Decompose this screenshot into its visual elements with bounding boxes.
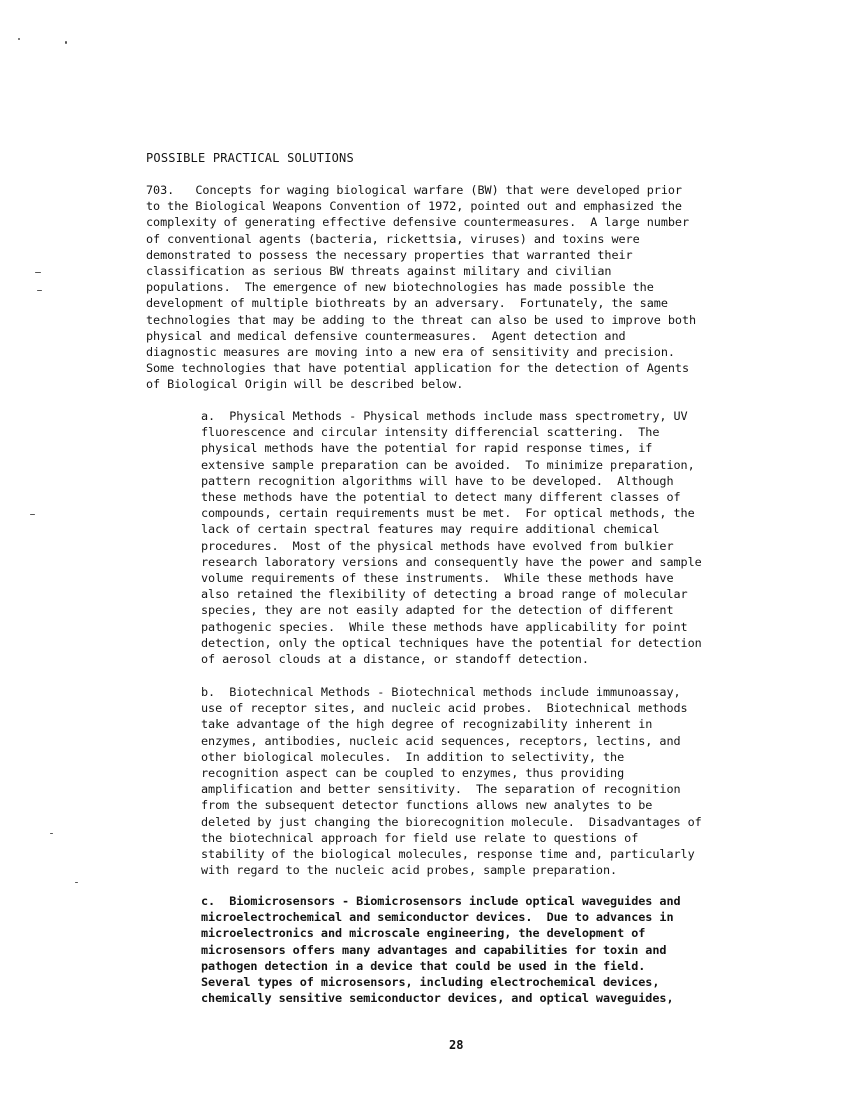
scan-speck — [50, 833, 53, 834]
scan-speck — [37, 290, 42, 291]
scan-speck — [65, 41, 67, 44]
paragraph-biomicrosensors: c. Biomicrosensors - Biomicrosensors include optical waveguides and microelectrochemical and semiconductor devices. Due to advances in microelectronics and microscale engineering, the development of microsensors offers many advantages and capabilities for toxin and pathogen detection in a device that could be used in the field. Several types of microsensors, including electrochemical devices, chemically sensitive semiconductor devices, and optical waveguides, — [201, 894, 681, 1006]
scan-speck — [30, 514, 35, 515]
paragraph-intro: 703. Concepts for waging biological warfare (BW) that were developed prior to the Biological Weapons Convention of 1972, pointed out and emphasized the complexity of generating effective defensive countermeasures. A large number of conventional agents (bacteria, rickettsia, viruses) and toxins were demonstrated to possess the necessary properties that warranted their classification as serious BW threats against military and civilian populations. The emergence of new biotechnologies has made possible the development of multiple biothreats by an adversary. Fortunately, the same technologies that may be adding to the threat can also be used to improve both physical and medical defensive countermeasures. Agent detection and diagnostic measures are moving into a new era of sensitivity and precision. Some technologies that have potential application for the detection of Agents of Biological Origin will be described below. — [146, 183, 697, 392]
scan-speck — [35, 272, 41, 273]
page-number: 28 — [449, 1038, 464, 1052]
scan-speck — [75, 882, 78, 883]
section-heading: POSSIBLE PRACTICAL SOLUTIONS — [146, 151, 354, 165]
scan-speck — [18, 38, 20, 40]
paragraph-biotechnical-methods: b. Biotechnical Methods - Biotechnical methods include immunoassay, use of receptor sites, and nucleic acid probes. Biotechnical methods take advantage of the high degree of recognizability inherent in enzymes, antibodies, nucleic acid sequences, receptors, lectins, and other biological molecules. In addition to selectivity, the recognition aspect can be coupled to enzymes, thus providing amplification and better sensitivity. The separation of recognition from the subsequent detector functions allows new analytes to be deleted by just changing the biorecognition molecule. Disadvantages of the biotechnical approach for field use relate to questions of stability of the biological molecules, response time and, particularly with regard to the nucleic acid probes, sample preparation. — [201, 685, 702, 878]
paragraph-physical-methods: a. Physical Methods - Physical methods include mass spectrometry, UV fluorescence and circular intensity differencial scattering. The physical methods have the potential for rapid response times, if extensive sample preparation can be avoided. To minimize preparation, pattern recognition algorithms will have to be developed. Although these methods have the potential to detect many different classes of compounds, certain requirements must be met. For optical methods, the lack of certain spectral features may require additional chemical procedures. Most of the physical methods have evolved from bulkier research laboratory versions and consequently have the power and sample volume requirements of these instruments. While these methods have also retained the flexibility of detecting a broad range of molecular species, they are not easily adapted for the detection of different pathogenic species. While these methods have applicability for point detection, only the optical techniques have the potential for detection of aerosol clouds at a distance, or standoff detection. — [201, 409, 702, 667]
